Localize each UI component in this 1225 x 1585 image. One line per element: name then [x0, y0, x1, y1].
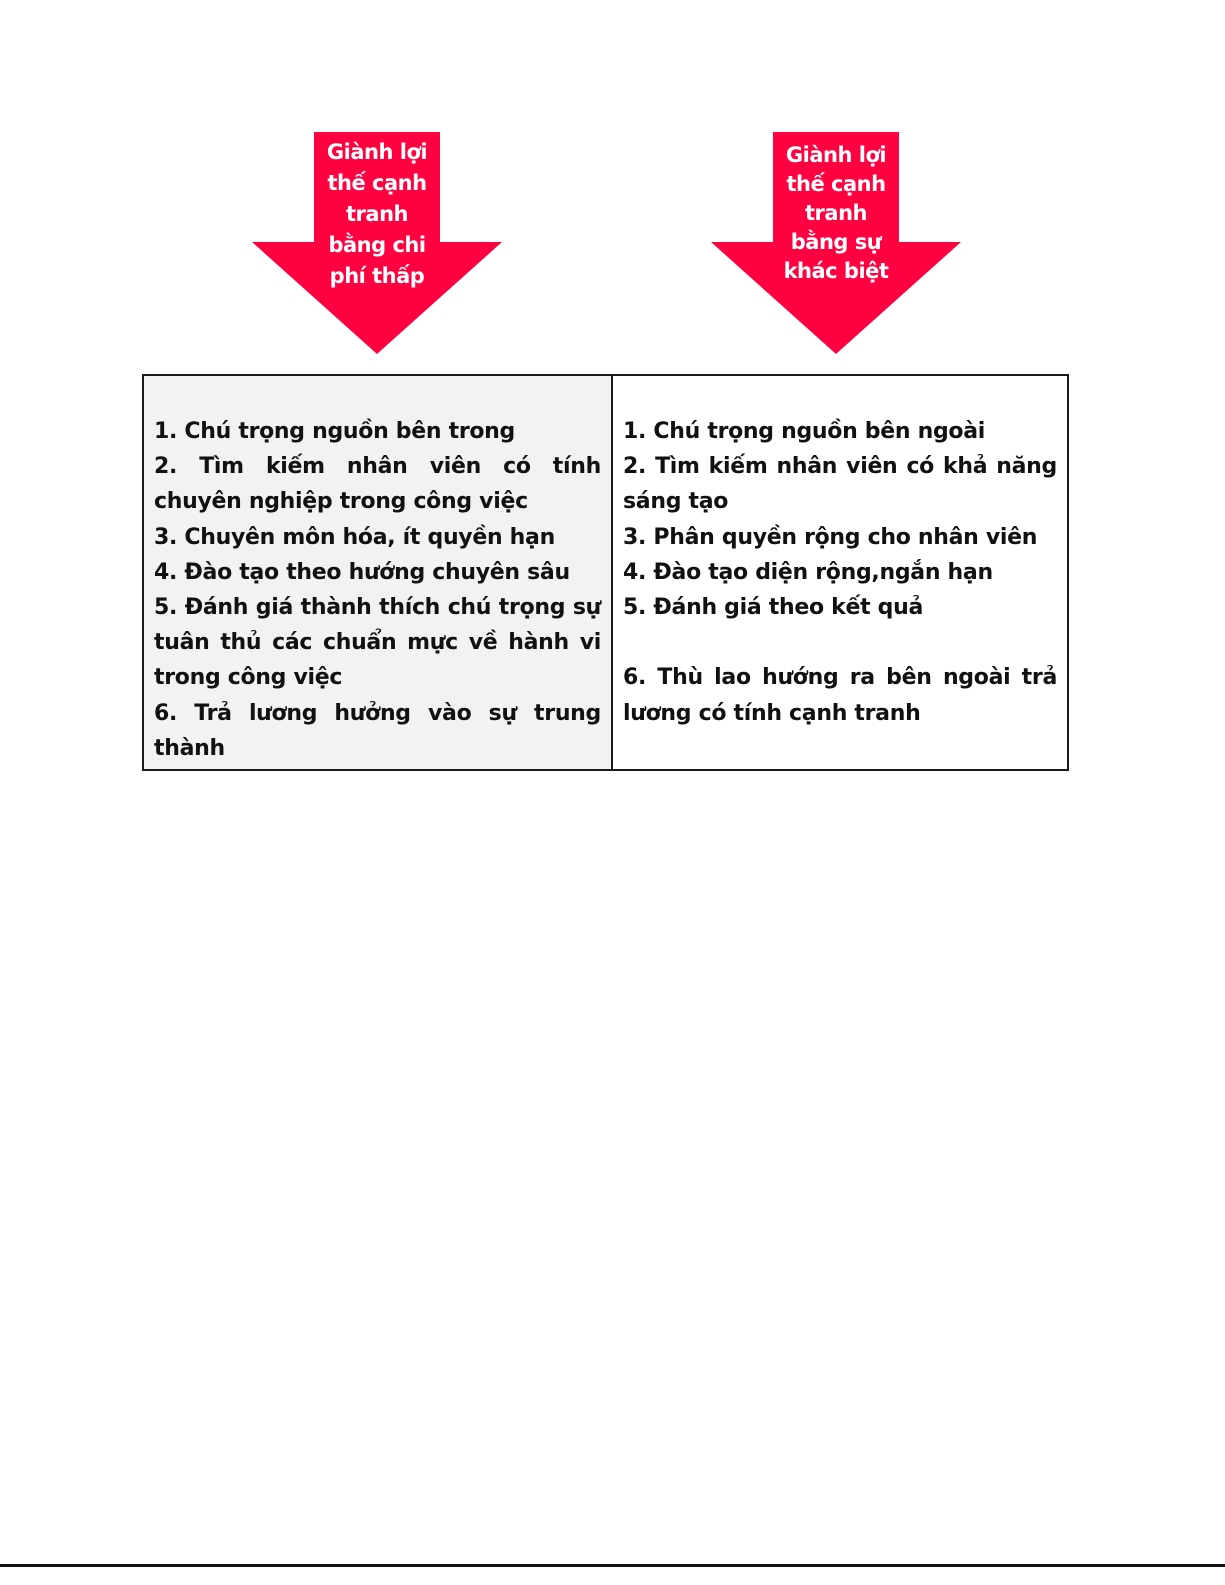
list-item: 2. Tìm kiếm nhân viên có tính chuyên nghiệp trong công việc [154, 454, 601, 515]
list-item: 1. Chú trọng nguồn bên ngoài [623, 419, 986, 444]
arrow-differentiation [711, 132, 961, 354]
arrow-label-line: khác biệt [783, 259, 889, 283]
list-item: 2. Tìm kiếm nhân viên có khả năng sáng tạo [623, 454, 1057, 515]
differentiation-column [613, 376, 1067, 769]
arrow-low-cost [252, 132, 502, 354]
spacer [623, 625, 1057, 660]
arrow-label-differentiation [773, 141, 899, 286]
list-item: 3. Phân quyền rộng cho nhân viên [623, 524, 1038, 550]
list-item: 3. Chuyên môn hóa, ít quyền hạn [154, 524, 555, 550]
list-item: 4. Đào tạo theo hướng chuyên sâu [154, 559, 570, 585]
arrow-label-line: tranh [805, 201, 867, 225]
arrow-label-low-cost [314, 137, 440, 292]
arrow-label-line: bằng chi [328, 233, 426, 257]
arrow-label-line: thế cạnh [786, 172, 886, 196]
list-item: 4. Đào tạo diện rộng,ngắn hạn [623, 559, 993, 585]
arrow-label-line: phí thấp [329, 264, 425, 288]
comparison-table [142, 374, 1069, 771]
list-item: 6. Thù lao hướng ra bên ngoài trả lương có tính cạnh tranh [623, 665, 1057, 726]
arrow-label-line: tranh [346, 202, 408, 226]
arrow-label-line: Giành lợi [785, 143, 887, 167]
low-cost-column [144, 376, 613, 769]
arrow-label-line: Giành lợi [326, 140, 428, 164]
arrow-label-line: thế cạnh [327, 171, 427, 195]
list-item: 5. Đánh giá theo kết quả [623, 595, 924, 621]
arrow-label-line: bằng sự [790, 230, 882, 254]
list-item: 1. Chú trọng nguồn bên trong [154, 419, 515, 444]
list-item: 6. Trả lương hưởng vào sự trung thành [154, 700, 601, 761]
page-bottom-rule [0, 1564, 1225, 1567]
list-item: 5. Đánh giá thành thích chú trọng sự tuân thủ các chuẩn mực về hành vi trong công việc [154, 595, 601, 691]
